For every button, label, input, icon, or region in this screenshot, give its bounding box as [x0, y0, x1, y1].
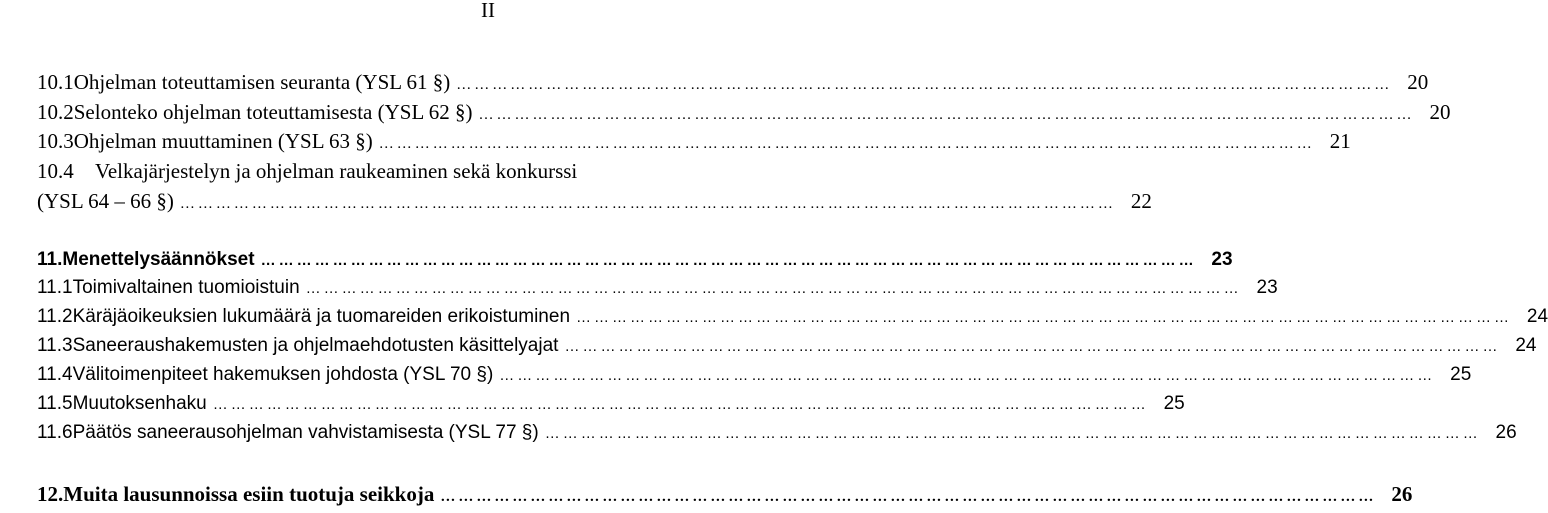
toc-number: 11.	[37, 249, 63, 270]
toc-title: Käräjäoikeuksien lukumäärä ja tuomareiden erikoistuminen	[72, 306, 571, 327]
toc-page: 20	[1429, 100, 1451, 124]
toc-number: 11.4	[37, 364, 73, 385]
dot-leader	[478, 107, 1414, 124]
toc-entry-10-3	[37, 129, 1351, 157]
toc-number: 12.	[37, 482, 64, 506]
toc-entry-11-1	[37, 277, 1278, 305]
toc-entry-11-2	[37, 306, 1548, 334]
toc-page: 25	[1450, 364, 1472, 385]
toc-title: Selonteko ohjelman toteuttamisesta (YSL 62 §)	[73, 100, 473, 124]
toc-title: Muita lausunnoissa esiin tuotuja seikkoja	[63, 482, 435, 506]
toc-number: 10.3	[37, 129, 74, 153]
toc-title: Saneeraushakemusten ja ohjelmaehdotusten käsittelyajat	[72, 335, 559, 356]
toc-title: Muutoksenhaku	[72, 393, 207, 414]
toc-title: Ohjelman toteuttamisen seuranta (YSL 61 §)	[73, 70, 451, 94]
toc-page: 23	[1256, 277, 1278, 298]
toc-entry-10-4	[37, 159, 966, 187]
dot-leader	[180, 196, 1116, 213]
toc-number: 11.5	[37, 393, 73, 414]
dot-leader	[306, 280, 1242, 297]
toc-page: 23	[1211, 249, 1233, 270]
dot-leader	[576, 309, 1512, 326]
toc-entry-12	[37, 482, 1413, 510]
toc-number: 11.6	[37, 422, 73, 443]
toc-title: Välitoimenpiteet hakemuksen johdosta (YSL 70 §)	[72, 364, 494, 385]
toc-page: 22	[1130, 189, 1152, 213]
toc-title: Ohjelman muuttaminen (YSL 63 §)	[73, 129, 373, 153]
toc-page: 25	[1163, 393, 1185, 414]
toc-number: 11.1	[37, 277, 73, 298]
toc-page: 21	[1329, 129, 1351, 153]
toc-page: 26	[1495, 422, 1517, 443]
dot-leader	[440, 489, 1376, 506]
toc-title: Toimivaltainen tuomioistuin	[72, 277, 300, 298]
toc-page: 24	[1515, 335, 1537, 356]
toc-entry-10-2	[37, 100, 1451, 128]
toc-number: 10.4	[37, 159, 74, 183]
dot-leader	[213, 396, 1149, 413]
toc-entry-11-4	[37, 364, 1472, 392]
toc-number: 10.1	[37, 70, 74, 94]
toc-entry-10-4-continued	[37, 189, 1152, 217]
toc-number: 11.3	[37, 335, 73, 356]
dot-leader	[499, 367, 1435, 384]
toc-title: Päätös saneerausohjelman vahvistamisesta (YSL 77 §)	[72, 422, 539, 443]
toc-entry-10-1	[37, 70, 1429, 98]
toc-page: 24	[1526, 306, 1548, 327]
dot-leader	[545, 425, 1481, 442]
page-number: II	[481, 0, 495, 22]
toc-title: Velkajärjestelyn ja ohjelman raukeaminen sekä konkurssi	[95, 159, 578, 183]
dot-leader	[456, 77, 1392, 94]
toc-page: 26	[1391, 482, 1413, 506]
toc-entry-11-6	[37, 422, 1517, 450]
toc-title: (YSL 64 – 66 §)	[37, 189, 174, 213]
toc-entry-11	[37, 249, 1233, 277]
toc-entry-11-5	[37, 393, 1185, 421]
toc-page: 20	[1407, 70, 1429, 94]
toc-number: 11.2	[37, 306, 73, 327]
dot-leader	[261, 252, 1197, 269]
toc-number: 10.2	[37, 100, 74, 124]
toc-entry-11-3	[37, 335, 1537, 363]
dot-leader	[379, 136, 1315, 153]
toc-title: Menettelysäännökset	[62, 249, 255, 270]
dot-leader	[564, 338, 1500, 355]
